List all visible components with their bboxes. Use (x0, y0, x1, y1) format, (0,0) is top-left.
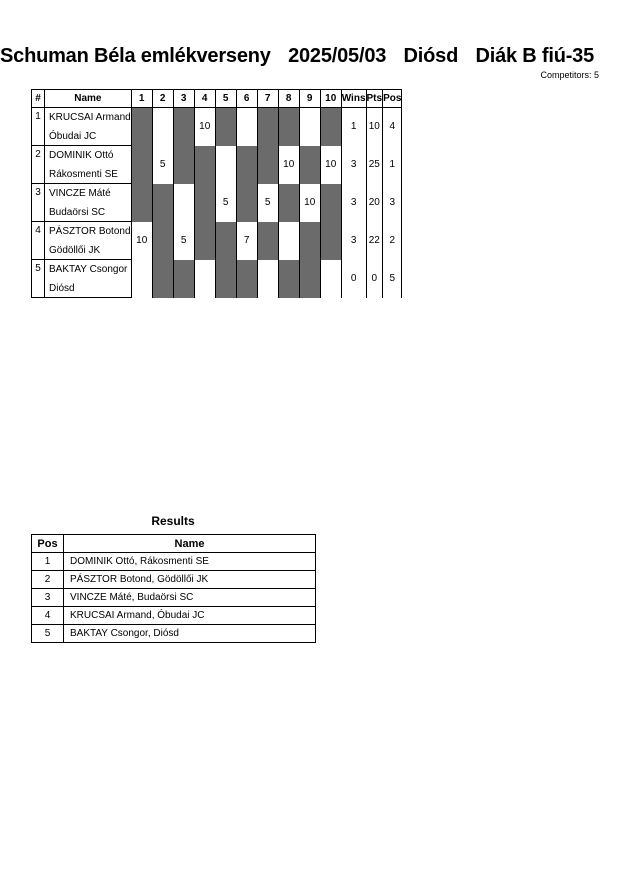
score-cell (236, 260, 257, 298)
results-pos: 4 (32, 607, 64, 625)
competitor-row (32, 222, 402, 241)
competitors-count: Competitors: 5 (540, 70, 599, 80)
score-cell (152, 184, 173, 222)
results-row (32, 625, 316, 643)
grid-header-cell: Pos (383, 90, 402, 108)
results-pos: 2 (32, 571, 64, 589)
competitor-row (32, 108, 402, 127)
score-cell (320, 260, 341, 298)
event-city: Diósd (403, 45, 459, 67)
competitor-name: KRUCSAI Armand (45, 108, 132, 127)
competitor-number: 2 (32, 146, 45, 184)
competitor-club: Budaörsi SC (45, 203, 132, 222)
score-cell (278, 108, 299, 146)
grid-header-cell: 6 (236, 90, 257, 108)
score-cell (278, 260, 299, 298)
score-cell (194, 260, 215, 298)
score-cell (257, 108, 278, 146)
competitor-number: 1 (32, 108, 45, 146)
competitor-pts: 10 (366, 108, 383, 146)
score-cell: 7 (236, 222, 257, 260)
competitor-pts: 25 (366, 146, 383, 184)
competitor-club: Óbudai JC (45, 127, 132, 146)
score-cell (278, 184, 299, 222)
results-row (32, 571, 316, 589)
grid-header-cell: 7 (257, 90, 278, 108)
competitor-wins: 1 (341, 108, 366, 146)
score-cell (257, 222, 278, 260)
score-cell (173, 146, 194, 184)
results-name: VINCZE Máté, Budaörsi SC (64, 589, 316, 607)
competitor-number: 5 (32, 260, 45, 298)
score-cell (131, 260, 152, 298)
grid-header-cell: 3 (173, 90, 194, 108)
score-cell (320, 108, 341, 146)
competitor-wins: 0 (341, 260, 366, 298)
results-row (32, 589, 316, 607)
results-name: PÁSZTOR Botond, Gödöllői JK (64, 571, 316, 589)
page-title (0, 45, 630, 68)
score-cell: 10 (131, 222, 152, 260)
grid-header-cell: Wins (341, 90, 366, 108)
score-cell: 10 (194, 108, 215, 146)
score-cell (131, 146, 152, 184)
results-row (32, 607, 316, 625)
score-cell: 5 (215, 184, 236, 222)
grid-body (32, 108, 402, 298)
score-cell (215, 222, 236, 260)
competitor-row (32, 260, 402, 279)
score-cell (173, 184, 194, 222)
competitor-wins: 3 (341, 146, 366, 184)
results-name: KRUCSAI Armand, Óbudai JC (64, 607, 316, 625)
competitor-club: Rákosmenti SE (45, 165, 132, 184)
score-cell (131, 108, 152, 146)
score-cell (236, 184, 257, 222)
competitor-number: 3 (32, 184, 45, 222)
results-name-header: Name (64, 535, 316, 553)
competitor-row (32, 184, 402, 203)
event-name: Schuman Béla emlékverseny (0, 45, 271, 67)
score-cell: 5 (257, 184, 278, 222)
score-cell (299, 222, 320, 260)
score-cell (152, 260, 173, 298)
competitor-pos: 4 (383, 108, 402, 146)
results-pos: 3 (32, 589, 64, 607)
grid-header-cell: 2 (152, 90, 173, 108)
grid-header-cell: 4 (194, 90, 215, 108)
competitor-pos: 5 (383, 260, 402, 298)
score-cell (299, 260, 320, 298)
competitor-name: PÁSZTOR Botond (45, 222, 132, 241)
competitor-name: DOMINIK Ottó (45, 146, 132, 165)
results-body (32, 553, 316, 643)
competitor-club: Diósd (45, 279, 132, 298)
grid-header-cell: 8 (278, 90, 299, 108)
competitor-name: BAKTAY Csongor (45, 260, 132, 279)
results-header-row (32, 535, 316, 553)
competitor-pos: 3 (383, 184, 402, 222)
results-title: Results (151, 514, 195, 528)
event-category: Diák B fiú-35 (475, 45, 595, 67)
results-name: DOMINIK Ottó, Rákosmenti SE (64, 553, 316, 571)
competitor-pos: 2 (383, 222, 402, 260)
score-cell (236, 146, 257, 184)
results-row (32, 553, 316, 571)
competitor-row (32, 146, 402, 165)
grid-header-row (32, 90, 402, 108)
score-cell (278, 222, 299, 260)
grid-header-cell: 1 (131, 90, 152, 108)
grid-header-cell: # (32, 90, 45, 108)
score-cell (194, 184, 215, 222)
competitor-number: 4 (32, 222, 45, 260)
score-cell (194, 222, 215, 260)
score-cell (215, 108, 236, 146)
score-cell (257, 146, 278, 184)
competitor-name: VINCZE Máté (45, 184, 132, 203)
results-table (31, 534, 316, 643)
competitor-club: Gödöllői JK (45, 241, 132, 260)
score-cell (194, 146, 215, 184)
score-cell (236, 108, 257, 146)
score-cell (320, 184, 341, 222)
score-cell: 10 (299, 184, 320, 222)
competitor-pos: 1 (383, 146, 402, 184)
grid-header-cell: 5 (215, 90, 236, 108)
score-cell: 5 (173, 222, 194, 260)
score-cell (131, 184, 152, 222)
event-date: 2025/05/03 (288, 45, 387, 67)
grid-header-cell: 9 (299, 90, 320, 108)
pool-grid (31, 89, 402, 298)
results-pos-header: Pos (32, 535, 64, 553)
grid-header-cell: Name (45, 90, 132, 108)
competitor-pts: 20 (366, 184, 383, 222)
score-cell (299, 108, 320, 146)
results-pos: 5 (32, 625, 64, 643)
results-name: BAKTAY Csongor, Diósd (64, 625, 316, 643)
score-cell (152, 222, 173, 260)
score-cell (173, 108, 194, 146)
competitor-wins: 3 (341, 184, 366, 222)
score-cell: 5 (152, 146, 173, 184)
score-cell: 10 (320, 146, 341, 184)
competitor-pts: 22 (366, 222, 383, 260)
grid-header-cell: Pts (366, 90, 383, 108)
competitor-pts: 0 (366, 260, 383, 298)
competitor-wins: 3 (341, 222, 366, 260)
score-cell (320, 222, 341, 260)
score-cell (152, 108, 173, 146)
score-cell (299, 146, 320, 184)
score-cell (215, 260, 236, 298)
results-pos: 1 (32, 553, 64, 571)
score-cell (257, 260, 278, 298)
grid-header-cell: 10 (320, 90, 341, 108)
score-cell: 10 (278, 146, 299, 184)
score-cell (215, 146, 236, 184)
score-cell (173, 260, 194, 298)
